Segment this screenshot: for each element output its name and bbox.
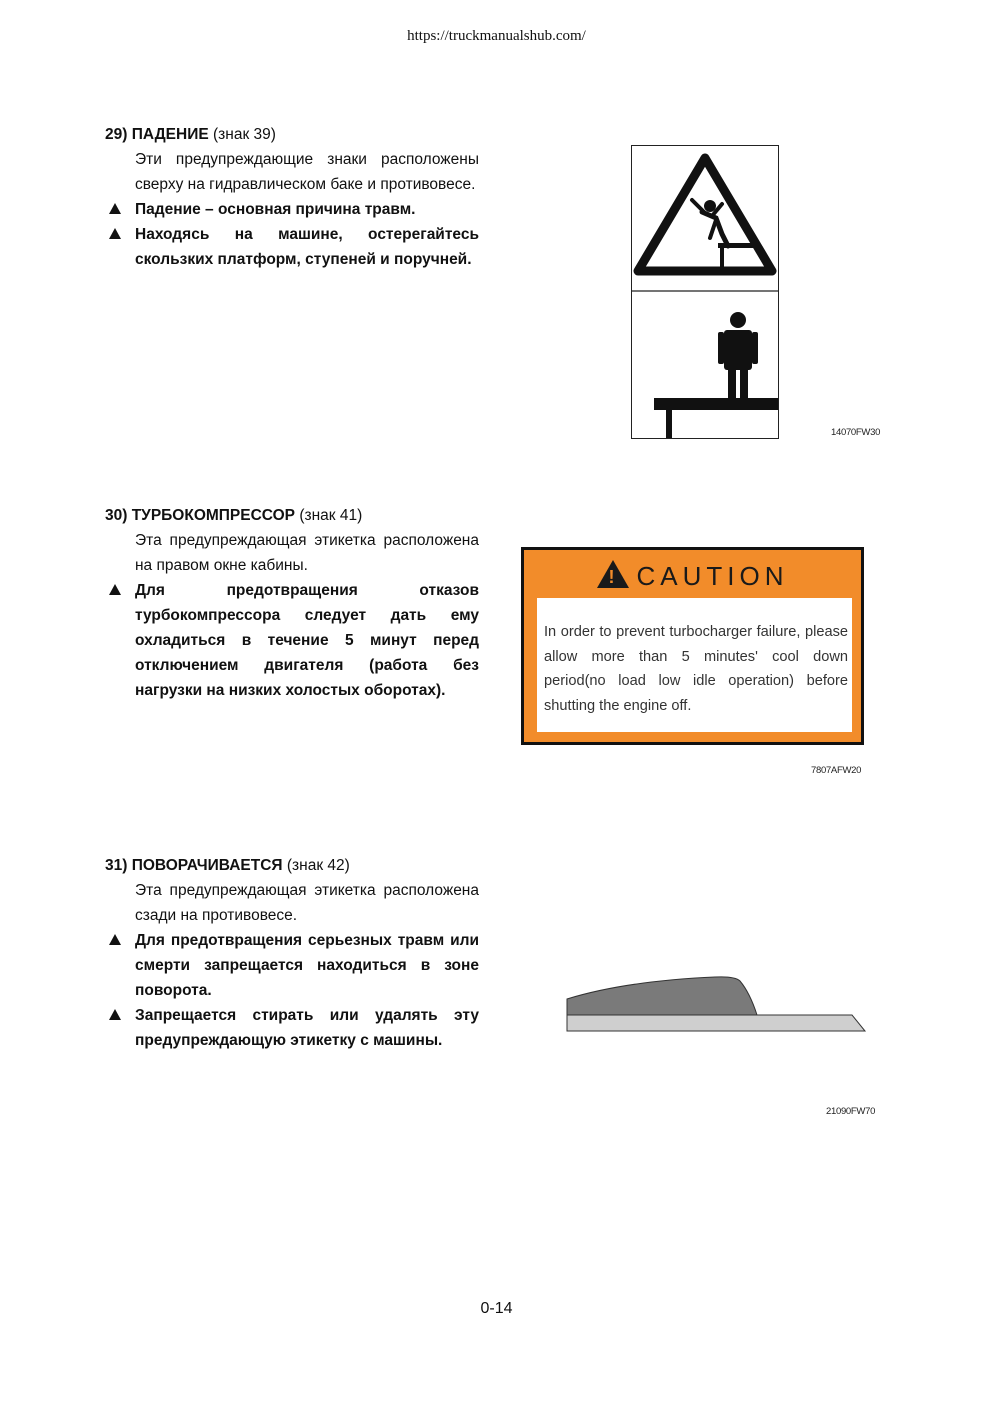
section-turbocharger xyxy=(105,503,479,703)
caution-text: In order to prevent turbocharger failure, please allow more than 5 minutes' cool down period(no load low idle operation) before shutting the engine off. xyxy=(537,598,852,732)
warning-item xyxy=(105,197,479,222)
section-description: Эта предупреждающая этикетка расположена сзади на противовесе. xyxy=(135,882,479,924)
platform-icon xyxy=(654,398,778,410)
warning-text: Для предотвращения серьезных травм или смерти запрещается находиться в зоне поворота. xyxy=(135,932,479,999)
warning-text: Падение – основная причина травм. xyxy=(135,201,416,218)
decal-light-strip xyxy=(567,1015,865,1031)
warning-triangle-icon xyxy=(109,203,121,214)
warning-text: Для предотвращения отказов турбокомпрессора следует дать ему охладиться в течение 5 минут перед отключением двигателя (работа без нагрузки на низких холостых оборотах). xyxy=(135,582,479,699)
section-description: Эти предупреждающие знаки расположены сверху на гидравлическом баке и противовесе. xyxy=(135,151,479,193)
warning-item xyxy=(105,578,479,703)
warning-item xyxy=(105,928,479,1003)
figure-code: 21090FW70 xyxy=(826,1106,876,1117)
section-number: 30) xyxy=(105,507,128,524)
caution-label xyxy=(521,547,864,745)
section-number: 31) xyxy=(105,857,128,874)
section-description: Эта предупреждающая этикетка расположена на правом окне кабины. xyxy=(135,532,479,574)
warning-triangle-icon xyxy=(109,1009,121,1020)
warning-item xyxy=(105,1003,479,1053)
figure-code: 7807AFW20 xyxy=(811,765,862,776)
section-heading: ТУРБОКОМПРЕССОР xyxy=(131,507,296,524)
warning-triangle-icon xyxy=(109,934,121,945)
sign-reference: (знак 39) xyxy=(213,126,276,143)
caution-heading xyxy=(524,560,861,592)
section-title xyxy=(105,853,479,878)
section-heading: ПАДЕНИЕ xyxy=(131,126,209,143)
warning-item xyxy=(105,222,479,272)
page-number: 0-14 xyxy=(480,1300,513,1317)
sign-reference: (знак 42) xyxy=(286,857,350,874)
warning-text: Находясь на машине, остерегайтесь скользких платформ, ступеней и поручней. xyxy=(135,226,479,268)
warning-triangle-icon xyxy=(109,228,121,239)
standing-person-icon xyxy=(730,312,746,328)
sign-reference: (знак 41) xyxy=(299,507,363,524)
section-heading: ПОВОРАЧИВАЕТСЯ xyxy=(131,857,283,874)
section-title xyxy=(105,503,479,528)
fall-hazard-pictogram xyxy=(632,146,778,438)
caution-triangle-icon xyxy=(597,560,629,588)
source-url: https://truckmanualshub.com/ xyxy=(407,28,586,44)
fall-hazard-sign xyxy=(631,145,779,439)
caution-heading-text: CAUTION xyxy=(636,561,789,591)
decal-dark-shape xyxy=(567,977,757,1015)
section-title xyxy=(105,122,479,147)
counterweight-decal xyxy=(565,975,867,1037)
section-swing xyxy=(105,853,479,1053)
section-fall xyxy=(105,122,479,272)
figure-code: 14070FW30 xyxy=(831,427,881,438)
section-number: 29) xyxy=(105,126,128,143)
falling-person-icon xyxy=(704,200,716,212)
warning-text: Запрещается стирать или удалять эту предупреждающую этикетку с машины. xyxy=(135,1007,479,1049)
warning-triangle-icon xyxy=(109,584,121,595)
